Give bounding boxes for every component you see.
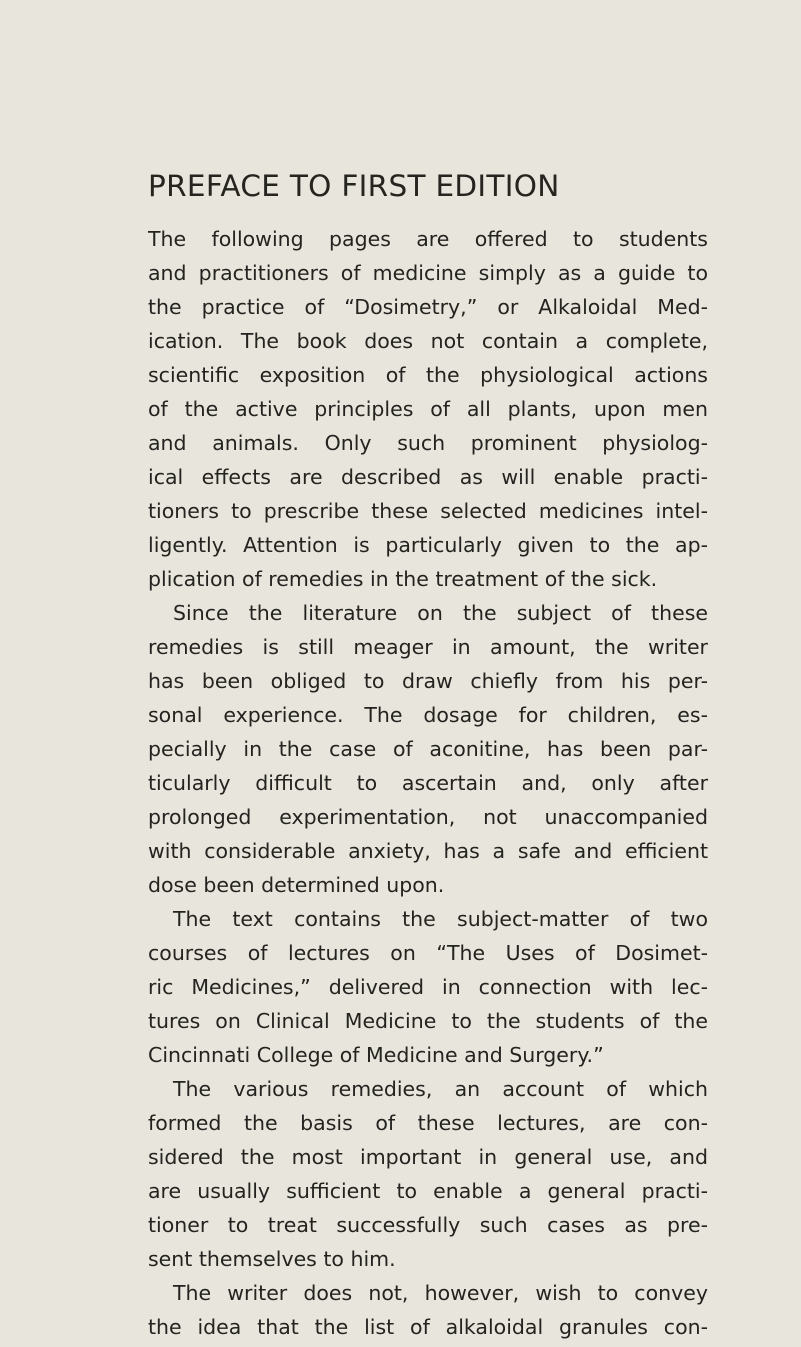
text-line: the practice of “Dosimetry,” or Alkaloidal Med- bbox=[148, 295, 708, 319]
text-line: tures on Clinical Medicine to the students of the bbox=[148, 1009, 708, 1033]
text-line: formed the basis of these lectures, are con- bbox=[148, 1111, 708, 1135]
text-line: ticularly difficult to ascertain and, only after bbox=[148, 771, 708, 795]
text-line: and animals. Only such prominent physiolog- bbox=[148, 431, 708, 455]
text-line: the idea that the list of alkaloidal granules con- bbox=[148, 1315, 708, 1339]
text-line: sent themselves to him. bbox=[148, 1247, 396, 1271]
text-line: ligently. Attention is particularly given to the ap- bbox=[148, 533, 708, 557]
text-line: has been obliged to draw chiefly from his per- bbox=[148, 669, 708, 693]
text-line: sidered the most important in general use, and bbox=[148, 1145, 708, 1169]
text-line: remedies is still meager in amount, the writer bbox=[148, 635, 708, 659]
text-line: Since the literature on the subject of these bbox=[173, 601, 708, 625]
text-line: ication. The book does not contain a complete, bbox=[148, 329, 708, 353]
text-line: The writer does not, however, wish to convey bbox=[173, 1281, 708, 1305]
text-line: scientific exposition of the physiological actions bbox=[148, 363, 708, 387]
text-line: tioner to treat successfully such cases as pre- bbox=[148, 1213, 708, 1237]
text-line: courses of lectures on “The Uses of Dosimet- bbox=[148, 941, 708, 965]
page-title: PREFACE TO FIRST EDITION bbox=[148, 169, 560, 203]
text-line: dose been determined upon. bbox=[148, 873, 445, 897]
text-line: tioners to prescribe these selected medicines intel- bbox=[148, 499, 708, 523]
text-line: sonal experience. The dosage for children, es- bbox=[148, 703, 708, 727]
text-line: and practitioners of medicine simply as a guide to bbox=[148, 261, 708, 285]
text-line: plication of remedies in the treatment of the sick. bbox=[148, 567, 658, 591]
text-line: ical effects are described as will enable practi- bbox=[148, 465, 708, 489]
text-line: prolonged experimentation, not unaccompanied bbox=[148, 805, 708, 829]
text-line: Cincinnati College of Medicine and Surgery.” bbox=[148, 1043, 604, 1067]
text-line: are usually sufficient to enable a general practi- bbox=[148, 1179, 708, 1203]
text-line: The various remedies, an account of which bbox=[173, 1077, 708, 1101]
text-line: The following pages are offered to students bbox=[148, 227, 708, 251]
text-line: The text contains the subject-matter of two bbox=[173, 907, 708, 931]
text-line: pecially in the case of aconitine, has been par- bbox=[148, 737, 708, 761]
text-line: with considerable anxiety, has a safe and efficient bbox=[148, 839, 708, 863]
text-line: ric Medicines,” delivered in connection with lec- bbox=[148, 975, 708, 999]
text-line: of the active principles of all plants, upon men bbox=[148, 397, 708, 421]
